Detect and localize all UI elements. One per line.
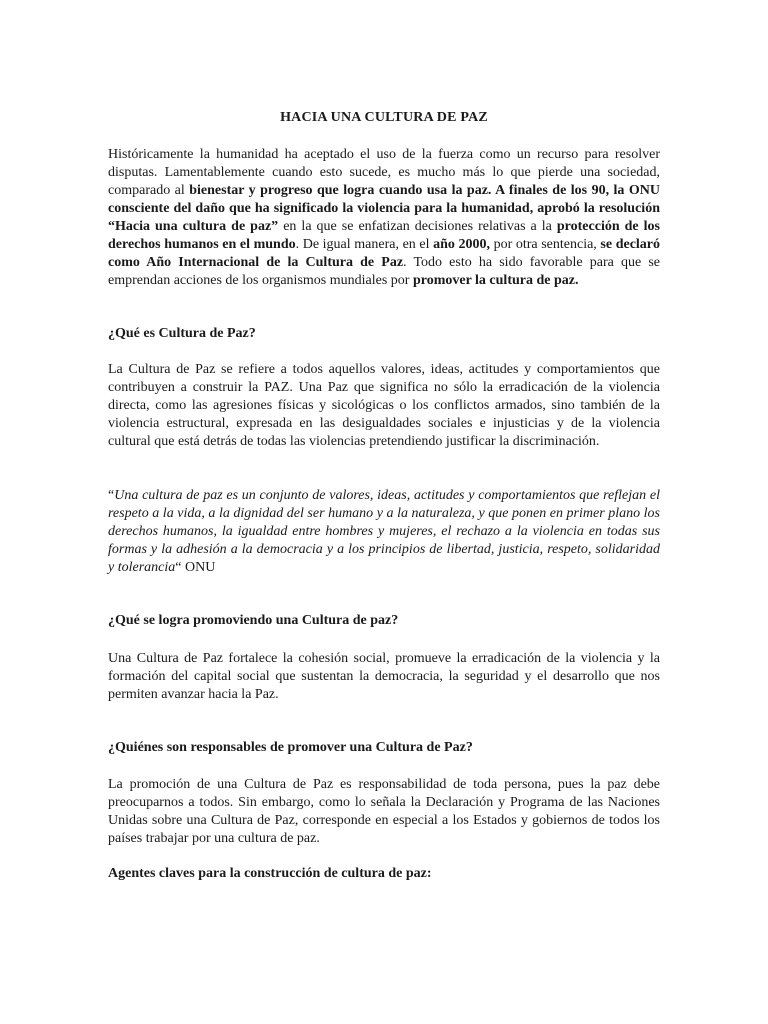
- intro-segment: Históricamente la humanidad ha aceptado el uso de la fuerza como un recurso para resolver disputas. Lamentablemente cuando esto sucede, es mucho más lo que pierde una sociedad, comparado al: [108, 147, 660, 198]
- intro-segment: . Todo esto ha sido favorable para que se emprendan acciones de los organismos mundiales por: [108, 255, 660, 288]
- quote-text: Una cultura de paz es un conjunto de valores, ideas, actitudes y comportamientos que reflejan el respeto a la vida, a la dignidad del ser humano y a la naturaleza, y que ponen en primer plano los derechos humanos, la igualdad entre hombres y mujeres, el rechazo a la violencia en todas sus formas y la adhesión a la democracia y a los principios de libertad, justicia, respeto, solidaridad y tolerancia: [108, 488, 660, 575]
- quote-open-mark: “: [108, 488, 115, 503]
- paragraph-que-es: La Cultura de Paz se refiere a todos aquellos valores, ideas, actitudes y comportamientos que contribuyen a construir la PAZ. Una Paz que significa no sólo la erradicación de la violencia directa, como las agresiones físicas y sicológicas o los conflictos armados, sino también de la violencia estructural, expresada en las desigualdades sociales e injusticias y de la violencia cultural que está detrás de todas las violencias pretendiendo justificar la discriminación.: [108, 362, 660, 449]
- intro-segment-bold: promover la cultura de paz.: [412, 273, 579, 288]
- paragraph-que-se-logra: Una Cultura de Paz fortalece la cohesión social, promueve la erradicación de la violencia y la formación del capital social que sustentan la democracia, la seguridad y el desarrollo que nos permiten avanzar hacia la Paz.: [108, 651, 660, 702]
- intro-segment-bold: bienestar y progreso que logra cuando usa la paz. A finales de los 90, la ONU consciente del daño que ha significado la violencia para la humanidad, aprobó la resolución “Hacia una cultura de paz”: [108, 183, 661, 234]
- section-heading-agentes: Agentes claves para la construcción de cultura de paz:: [108, 866, 432, 881]
- section-heading-quienes: ¿Quiénes son responsables de promover una Cultura de Paz?: [108, 740, 473, 755]
- document-title: HACIA UNA CULTURA DE PAZ: [280, 110, 488, 125]
- section-heading-que-se-logra: ¿Qué se logra promoviendo una Cultura de paz?: [108, 613, 399, 628]
- intro-segment-bold: se declaró como Año Internacional de la Cultura de Paz: [108, 237, 661, 270]
- onu-quote: [108, 487, 660, 577]
- intro-segment: por otra sentencia,: [489, 237, 601, 252]
- intro-segment-bold: protección de los derechos humanos en el mundo: [108, 219, 660, 252]
- intro-segment-bold: año 2000,: [433, 237, 490, 252]
- intro-segment: . De igual manera, en el: [295, 237, 434, 252]
- intro-segment: en la que se enfatizan decisiones relativas a la: [278, 219, 557, 234]
- quote-attribution: “ ONU: [175, 560, 216, 575]
- section-heading-que-es: ¿Qué es Cultura de Paz?: [108, 326, 256, 341]
- paragraph-quienes: La promoción de una Cultura de Paz es responsabilidad de toda persona, pues la paz debe preocuparnos a todos. Sin embargo, como lo señala la Declaración y Programa de las Naciones Unidas sobre una Cultura de Paz, corresponde en especial a los Estados y gobiernos de todos los países trabajar por una cultura de paz.: [108, 777, 660, 846]
- intro-paragraph: [108, 146, 660, 290]
